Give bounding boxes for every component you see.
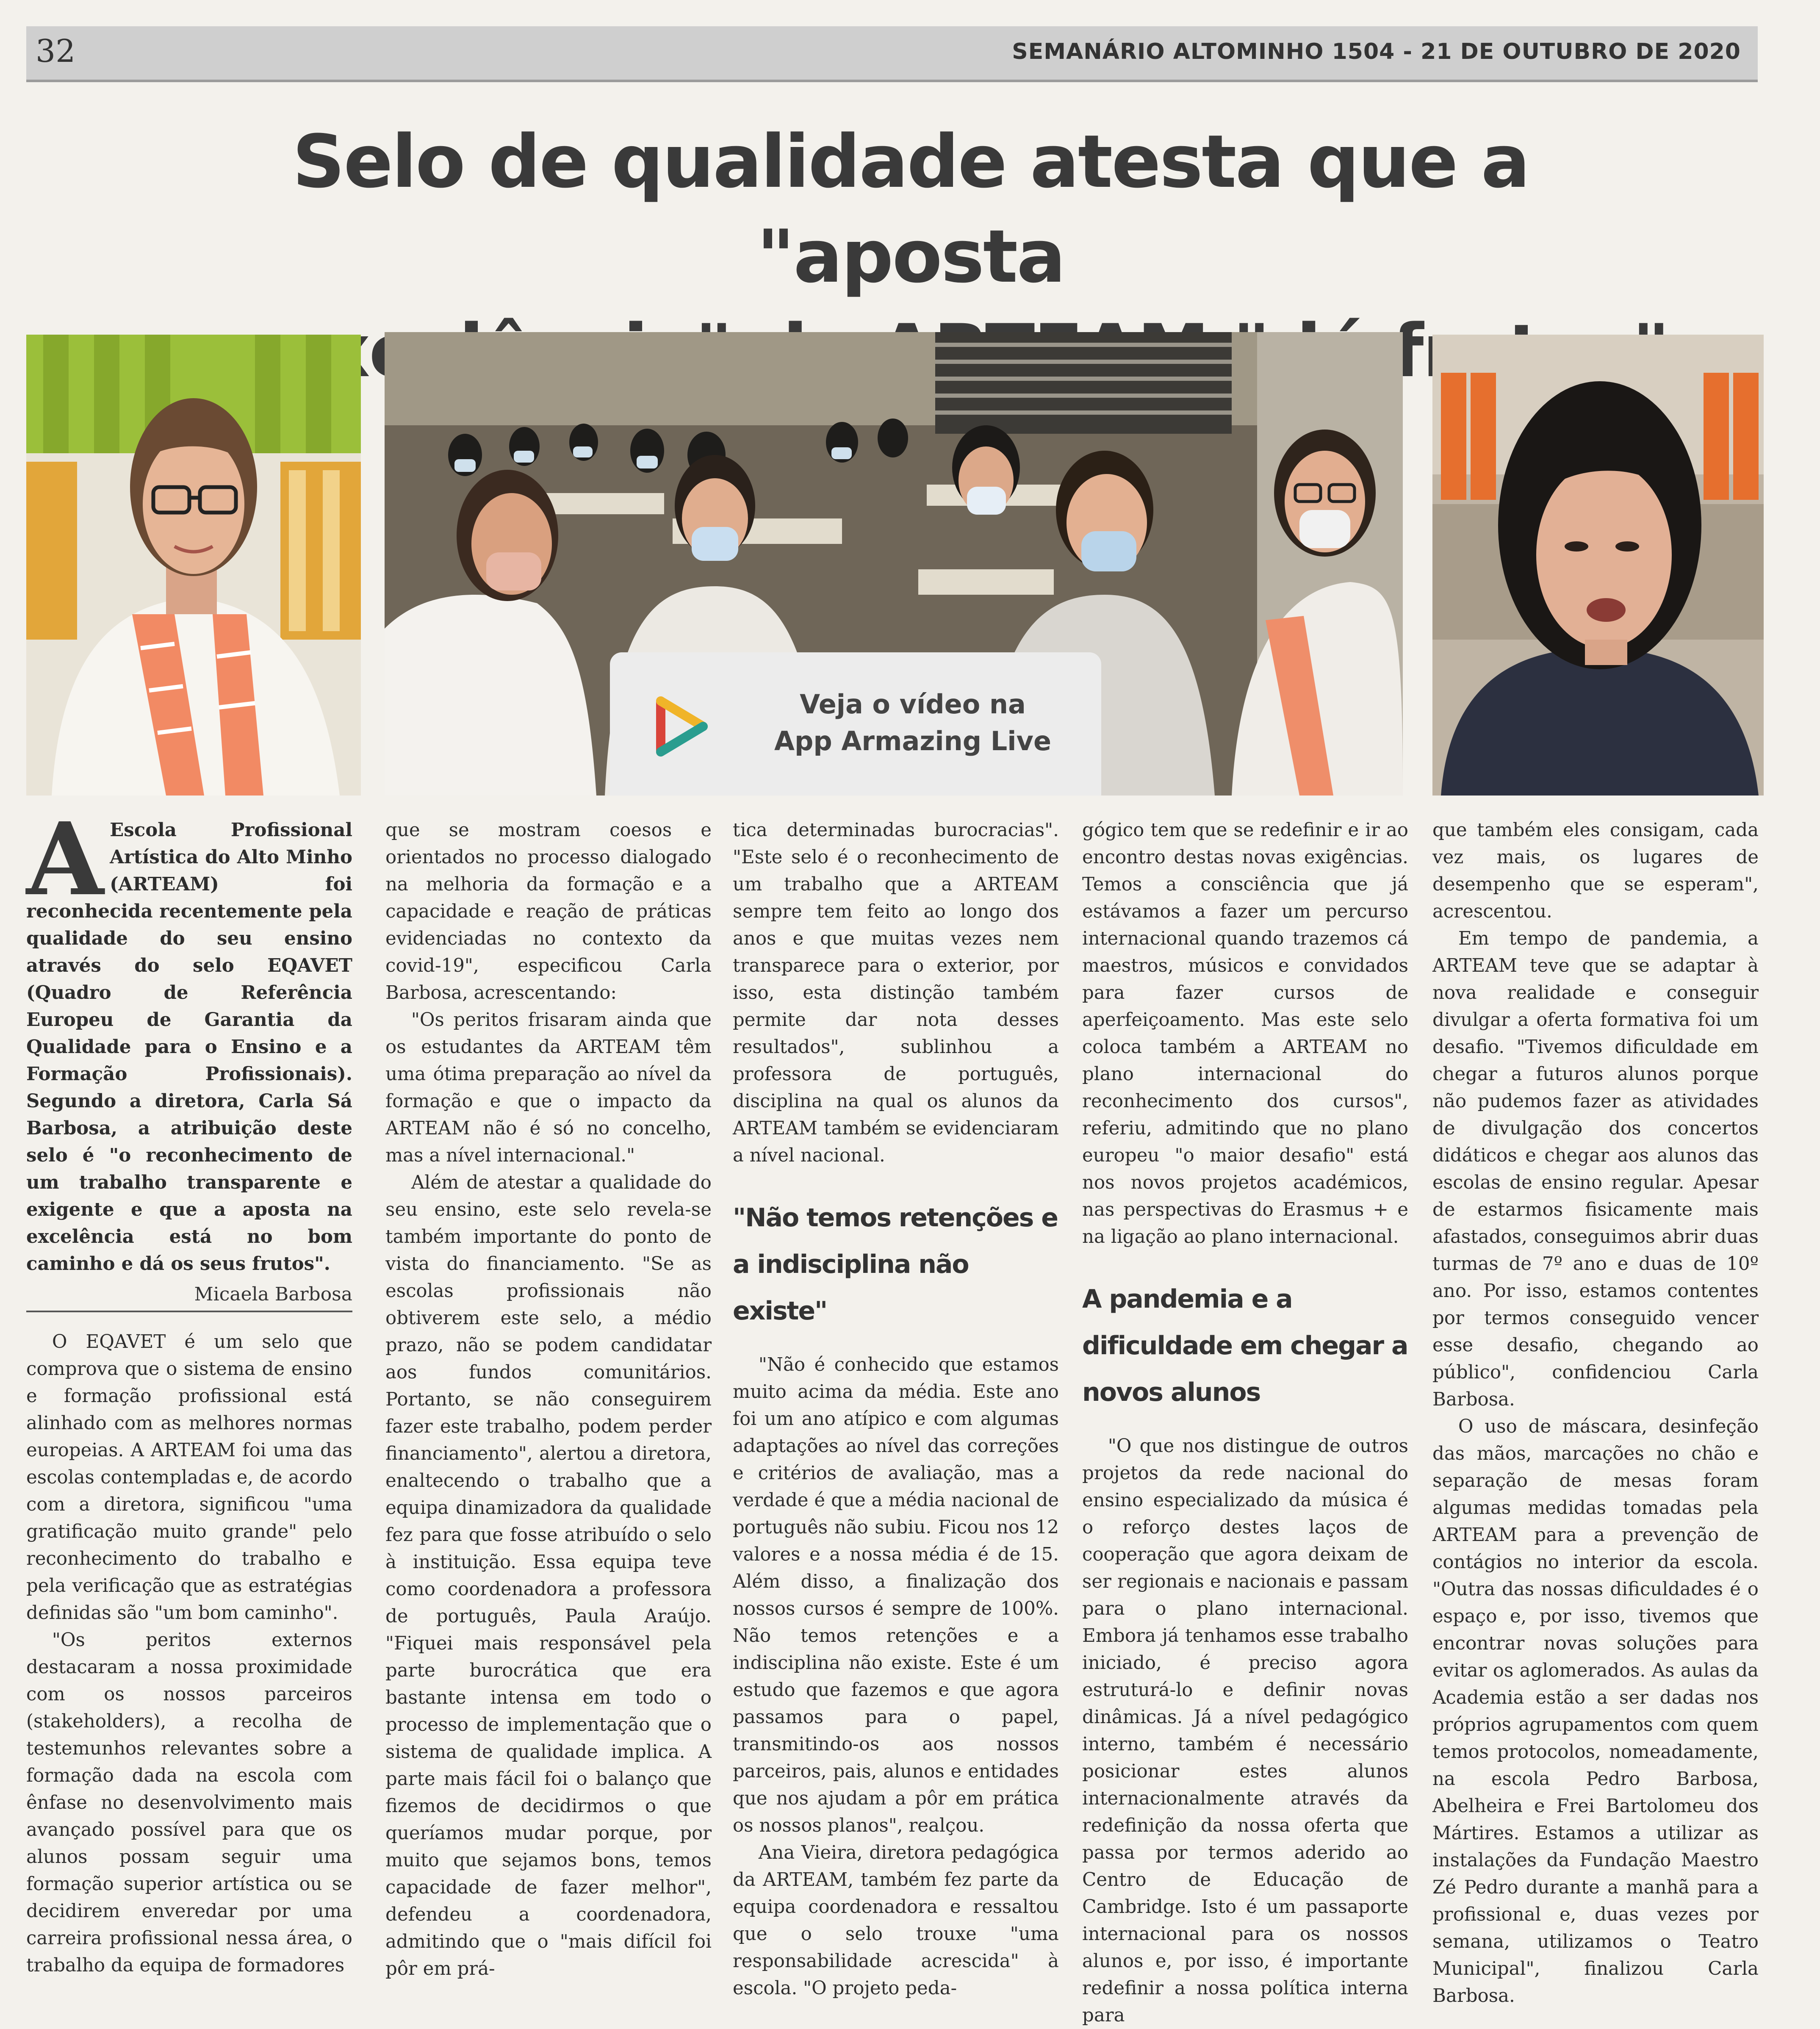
article-column-1 <box>26 800 352 1979</box>
video-callout-line-2: App Armazing Live <box>774 725 1051 757</box>
paragraph: "Os peritos externos destacaram a nossa proximidade com os nossos parceiros (stakeholders), a recolha de testemunhos relevantes sobre a formação dada na escola com ênfase no desenvolvimento mais avançado possível para que os alunos possam seguir uma formação superior artística ou se decidirem enveredar por uma carreira profissional nessa área, o trabalho da equipa de formadores <box>26 1630 352 1976</box>
paragraph: Ana Vieira, diretora pedagógica da ARTEAM, também fez parte da equipa coordenadora e ressaltou que o selo trouxe "uma responsabilidade acrescida" à escola. "O projeto peda- <box>733 1842 1059 1999</box>
article-column-2 <box>385 817 712 1982</box>
paragraph: "Os peritos frisaram ainda que os estudantes da ARTEAM têm uma ótima preparação ao nível da formação e que o impacto da ARTEAM não é só no concelho, mas a nível internacional." <box>385 1009 712 1166</box>
video-callout-line-1: Veja o vídeo na <box>800 689 1026 720</box>
photo-director <box>26 335 361 796</box>
paragraph: O EQAVET é um selo que comprova que o sistema de ensino e formação profissional está alinhado com as melhores normas europeias. A ARTEAM foi uma das escolas contempladas e, de acordo com a diretora, significou "uma gratificação muito grande" pelo reconhecimento do trabalho e pela verificação que as estratégias definidas são "um bom caminho". <box>26 1331 352 1624</box>
paragraph: tica determinadas burocracias". "Este selo é o reconhecimento de um trabalho que a ARTEAM sempre tem feito ao longo dos anos e que muitas vezes nem transparece para o exterior, por isso, esta distinção também permite dar nota desses resultados", sublinhou a professora de português, disciplina na qual os alunos da ARTEAM também se evidenciaram a nível nacional. <box>733 820 1059 1166</box>
lead-text: Escola Profissional Artística do Alto Minho (ARTEAM) foi reconhecida recentemente pela qualidade do seu ensino através do selo EQAVET (Quadro de Referência Europeu de Garantia da Qualidade para o Ensino e a Formação Profissionais). Segundo a diretora, Carla Sá Barbosa, a atribuição deste selo é "o reconhecimento de um trabalho transparente e exigente e que a aposta na excelência está no bom caminho e dá os seus frutos". <box>26 819 352 1275</box>
subhead-retencoes: "Não temos retenções e a indisciplina não existe" <box>733 1203 1058 1326</box>
paragraph: O uso de máscara, desinfeção das mãos, marcações no chão e separação de mesas foram algumas medidas tomadas pela ARTEAM para a prevenção de contágios no interior da escola. "Outra das nossas dificuldades é o espaço e, por isso, tivemos que encontrar novas soluções para evitar os aglomerados. As aulas da Academia estão a ser dadas nos próprios agrupamentos com quem temos protocolos, nomeadamente, na escola Pedro Barbosa, Abelheira e Frei Bartolomeu dos Mártires. Estamos a utilizar as instalações da Fundação Maestro Zé Pedro durante a manhã para a profissional e, duas vezes por semana, utilizamos o Teatro Municipal", finalizou Carla Barbosa. <box>1432 1416 1759 2007</box>
article-lead <box>26 800 352 1278</box>
paragraph: "O que nos distingue de outros projetos da rede nacional do ensino especializado da música é o reforço destes laços de cooperação que agora deixam de ser regionais e nacionais e passam para o plano internacional. Embora já tenhamos esse trabalho iniciado, é preciso agora estruturá-lo e definir novas dinâmicas. Já a nível pedagógico interno, também é necessário posicionar estes alunos internacionalmente através da redefinição da nossa oferta que passa por termos aderido ao Centro de Educação de Cambridge. Isto é um passaporte internacional para os nossos alunos e, por isso, é importante redefinir a nossa política interna para <box>1082 1436 1408 2026</box>
page-number: 32 <box>36 33 76 69</box>
masthead <box>26 26 1758 82</box>
paragraph: Além de atestar a qualidade do seu ensino, este selo revela-se também importante do ponto de vista do financiamento. "Se as escolas profissionais não obtiverem este selo, a médio prazo, não se podem candidatar aos fundos comunitários. Portanto, se não conseguirem fazer este trabalho, podem perder financiamento", alertou a diretora, enaltecendo o trabalho que a equipa dinamizadora da qualidade fez para que fosse atribuído o selo à instituição. Essa equipa teve como coordenadora a professora de português, Paula Araújo. "Fiquei mais responsável pela parte burocrática que era bastante intensa em todo o processo de implementação que o sistema de qualidade implica. A parte mais fácil foi o balanço que fizemos de decidirmos o que queríamos mudar porque, por muito que sejamos bons, temos capacidade de fazer melhor", defendeu a coordenadora, admitindo que o "mais difícil foi pôr em prá- <box>385 1172 712 1979</box>
video-callout-text <box>733 686 1093 760</box>
paper-info: SEMANÁRIO ALTOMINHO 1504 - 21 DE OUTUBRO DE 2020 <box>1012 39 1741 64</box>
subhead-pandemia: A pandemia e a dificuldade em chegar a novos alunos <box>1082 1284 1408 1407</box>
article-column-5 <box>1432 817 1759 2010</box>
author-byline: Micaela Barbosa <box>26 1281 352 1312</box>
play-icon <box>644 690 716 762</box>
article-column-3 <box>733 817 1059 2002</box>
video-callout[interactable] <box>610 652 1101 796</box>
photo-coordinator <box>1432 335 1764 796</box>
paragraph: "Não é conhecido que estamos muito acima da média. Este ano foi um ano atípico e com algumas adaptações ao nível das correções e critérios de avaliação, mas a verdade é que a média nacional de português não subiu. Ficou nos 12 valores e a nossa média é de 15. Além disso, a finalização dos nossos cursos é sempre de 100%. Não temos retenções e a indisciplina não existe. Este é um estudo que fazemos e que agora passamos para o papel, transmitindo-os aos nossos parceiros, pais, alunos e entidades que nos ajudam a pôr em prática os nossos planos", realçou. <box>733 1354 1059 1836</box>
paragraph: que se mostram coesos e orientados no processo dialogado na melhoria da formação e a capacidade e reação de práticas evidenciadas no contexto da covid-19", especificou Carla Barbosa, acrescentando: <box>385 820 712 1003</box>
paragraph: que também eles consigam, cada vez mais, os lugares de desempenho que se esperam", acrescentou. <box>1432 820 1759 922</box>
headline-line-1: Selo de qualidade atesta que a "aposta <box>292 119 1529 299</box>
paragraph: gógico tem que se redefinir e ir ao encontro destas novas exigências. Temos a consciência que já estávamos a fazer um percurso internacional quando trazemos cá maestros, músicos e convidados para fazer cursos de aperfeiçoamento. Mas este selo coloca também a ARTEAM no plano internacional do reconhecimento dos cursos", referiu, admitindo que no plano europeu "o maior desafio" está nos novos projetos académicos, nas perspectivas do Erasmus + e na ligação ao plano internacional. <box>1082 820 1408 1247</box>
dropcap: A <box>26 800 104 918</box>
article-column-4 <box>1082 817 1408 2029</box>
paragraph: Em tempo de pandemia, a ARTEAM teve que se adaptar à nova realidade e conseguir divulgar a oferta formativa foi um desafio. "Tivemos dificuldade em chegar a futuros alunos porque não pudemos fazer as atividades de divulgação dos concertos didáticos e chegar aos alunos das escolas de ensino regular. Apesar de estarmos fisicamente mais afastados, conseguimos abrir duas turmas de 7º ano e duas de 10º ano. Por isso, estamos contentes por termos conseguido vencer esse desafio, chegando ao público", confidenciou Carla Barbosa. <box>1432 928 1759 1410</box>
